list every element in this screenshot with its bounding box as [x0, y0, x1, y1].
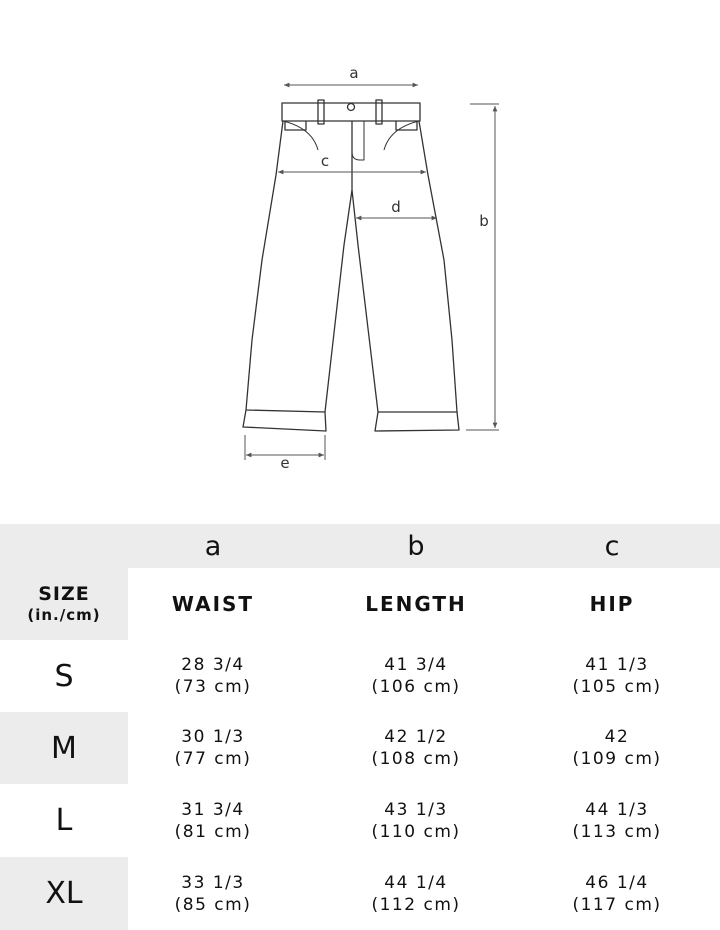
pants-outline — [243, 100, 459, 431]
size-cell: L — [55, 803, 73, 838]
measurement-lines — [245, 85, 499, 460]
waist-cell — [128, 784, 298, 857]
size-cell: M — [0, 712, 128, 784]
value-cm: (110 cm) — [371, 821, 461, 842]
length-cell — [330, 784, 502, 857]
value-cm: (106 cm) — [371, 677, 461, 697]
label-e: e — [280, 454, 290, 472]
length-header: LENGTH — [365, 592, 467, 616]
label-c: c — [320, 152, 330, 170]
size-row-xl — [0, 857, 720, 930]
length-cell — [330, 857, 502, 930]
waist-header: WAIST — [171, 592, 255, 616]
value-cm: (109 cm) — [572, 749, 662, 769]
label-a: a — [349, 64, 359, 82]
value-inches: 43 1/3 — [384, 799, 448, 820]
value-cm: (108 cm) — [371, 749, 461, 769]
size-chart-table — [0, 524, 720, 930]
size-header-cell — [0, 568, 128, 640]
value-cm: (113 cm) — [572, 821, 662, 842]
value-cm: (73 cm) — [174, 677, 252, 697]
value-cm: (81 cm) — [174, 821, 252, 842]
value-inches: 41 1/3 — [585, 655, 649, 675]
hip-header: HIP — [589, 592, 635, 616]
label-b: b — [479, 212, 489, 230]
value-inches: 44 1/3 — [585, 799, 649, 820]
value-inches: 28 3/4 — [181, 655, 245, 675]
column-letter: b — [407, 530, 425, 562]
size-cell: XL — [0, 857, 128, 930]
value-cm: (112 cm) — [371, 894, 461, 915]
value-inches: 44 1/4 — [384, 872, 448, 893]
value-inches: 31 3/4 — [181, 799, 245, 820]
left-leg-outline — [246, 121, 352, 412]
waist-cell — [128, 712, 298, 784]
value-inches: 33 1/3 — [181, 872, 245, 893]
waist-button — [348, 104, 355, 111]
hip-cell — [526, 784, 708, 857]
size-header-unit: (in./cm) — [27, 606, 101, 624]
length-cell — [330, 712, 502, 784]
right-leg-outline — [352, 121, 457, 412]
waist-cell — [128, 857, 298, 930]
header-row — [0, 568, 720, 640]
size-header-label: SIZE — [38, 583, 90, 605]
value-inches: 30 1/3 — [181, 727, 245, 747]
length-cell — [330, 640, 502, 712]
hip-cell — [526, 712, 708, 784]
column-letter: a — [204, 530, 222, 562]
right-cuff — [375, 412, 459, 431]
value-inches: 41 3/4 — [384, 655, 448, 675]
hip-cell — [526, 857, 708, 930]
fly-stitch — [352, 121, 364, 160]
waistband — [282, 103, 420, 121]
value-cm: (117 cm) — [572, 894, 662, 915]
size-row-m — [0, 712, 720, 784]
value-cm: (77 cm) — [174, 749, 252, 769]
label-d: d — [391, 198, 401, 216]
column-letter-row — [0, 524, 720, 568]
value-inches: 42 1/2 — [384, 727, 448, 747]
size-cell: S — [54, 658, 74, 694]
value-cm: (85 cm) — [174, 894, 252, 915]
size-row-l — [0, 784, 720, 857]
left-cuff — [243, 410, 326, 431]
value-cm: (105 cm) — [572, 677, 662, 697]
hip-cell — [526, 640, 708, 712]
value-inches: 42 — [604, 727, 630, 747]
waist-cell — [128, 640, 298, 712]
column-letter: c — [604, 530, 620, 562]
value-inches: 46 1/4 — [585, 872, 649, 893]
size-row-s — [0, 640, 720, 712]
